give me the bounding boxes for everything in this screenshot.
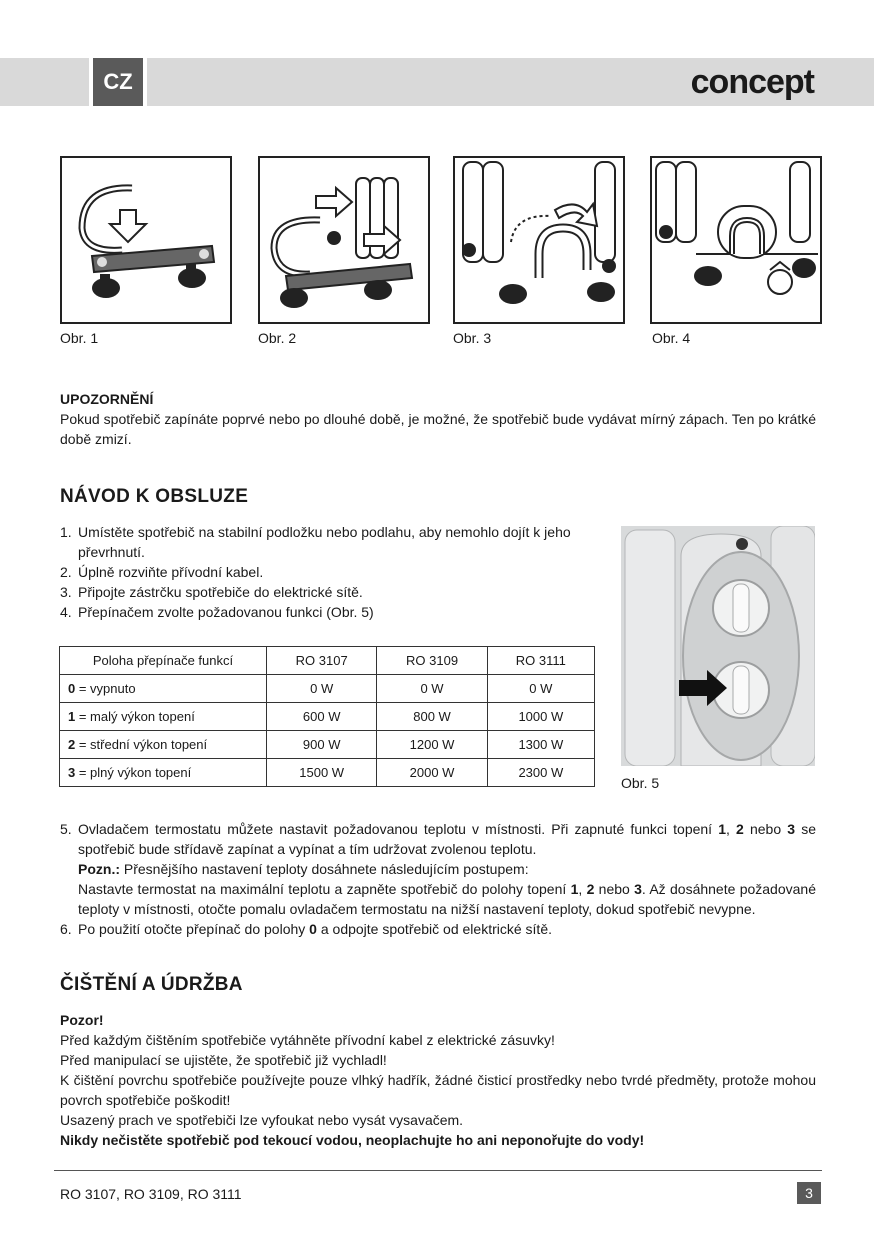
position-cell	[60, 731, 267, 759]
step-text: Připojte zástrčku spotřebiče do elektrické sítě.	[78, 584, 363, 600]
list-item	[60, 522, 610, 562]
power-cell: 0 W	[267, 675, 377, 703]
cleaning-line: Před manipulací se ujistěte, že spotřebič již vychladl!	[60, 1052, 387, 1068]
position-label: = střední výkon topení	[75, 737, 208, 752]
footer-models: RO 3107, RO 3109, RO 3111	[60, 1186, 242, 1202]
figure-3	[453, 156, 625, 324]
step-text-part: se spotřebič bude střídavě zapínat a vypínat a tím udržovat zvolenou teplotu.	[78, 821, 816, 857]
power-cell: 2000 W	[377, 759, 487, 787]
power-cell: 600 W	[267, 703, 377, 731]
language-badge: CZ	[93, 58, 143, 106]
step-number: 6.	[60, 921, 72, 937]
footer-divider	[54, 1170, 822, 1171]
note-text: . Až dosáhnete požadované teploty v místnosti, otočte pomalu ovladačem termostatu na nižší nastavení teploty, dokud spotřebič nevypne.	[78, 881, 816, 917]
power-cell: 1300 W	[487, 731, 594, 759]
list-item	[60, 819, 816, 919]
figure-1	[60, 156, 232, 324]
table-header-cell: RO 3111	[487, 647, 594, 675]
figure-5-caption: Obr. 5	[621, 775, 660, 791]
power-cell: 1500 W	[267, 759, 377, 787]
bold-position: 2	[586, 881, 595, 897]
power-cell: 800 W	[377, 703, 487, 731]
warning-text: Pokud spotřebič zapínáte poprvé nebo po dlouhé době, je možné, že spotřebič bude vydávat mírný zápach. Ten po krátké době zmizí.	[60, 411, 816, 447]
position-label: = plný výkon topení	[75, 765, 192, 780]
position-cell	[60, 703, 267, 731]
step-number: 5.	[60, 821, 72, 837]
cleaning-section	[60, 1010, 816, 1150]
bold-position: 3	[634, 881, 642, 897]
step-text-part: a odpojte spotřebič od elektrické sítě.	[316, 921, 552, 937]
power-cell: 0 W	[377, 675, 487, 703]
table-header-cell: Poloha přepínače funkcí	[60, 647, 267, 675]
operation-heading: NÁVOD K OBSLUZE	[60, 486, 249, 507]
bold-position: 0	[309, 921, 317, 937]
figure-2-caption: Obr. 2	[258, 330, 297, 346]
table-row	[60, 703, 595, 731]
table-row	[60, 675, 595, 703]
position-number: 3	[68, 765, 76, 780]
table-header-cell: RO 3109	[377, 647, 487, 675]
table-header-cell: RO 3107	[267, 647, 377, 675]
note-text: nebo	[594, 881, 635, 897]
figure-2	[258, 156, 430, 324]
note-text: Nastavte termostat na maximální teplotu a zapněte spotřebič do polohy topení	[78, 881, 571, 897]
position-number: 1	[68, 709, 76, 724]
header-divider	[143, 58, 147, 106]
figure-3-caption: Obr. 3	[453, 330, 492, 346]
figure-1-caption: Obr. 1	[60, 330, 99, 346]
position-cell	[60, 675, 267, 703]
list-item	[60, 919, 816, 939]
cleaning-line: Před každým čištěním spotřebiče vytáhněte přívodní kabel z elektrické zásuvky!	[60, 1032, 555, 1048]
cleaning-line: K čištění povrchu spotřebiče používejte pouze vlhký hadřík, žádné čisticí prostředky nebo tvrdé předměty, protože mohou povrch spotřebiče poškodit!	[60, 1072, 816, 1108]
figure-4-caption: Obr. 4	[652, 330, 691, 346]
table-row	[60, 731, 595, 759]
step-text: Přepínačem zvolte požadovanou funkci (Obr. 5)	[78, 604, 374, 620]
step-text-part: Po použití otočte přepínač do polohy	[78, 921, 310, 937]
step-text-part: Ovladačem termostatu můžete nastavit požadovanou teplotu v místnosti. Při zapnuté funkci topení	[78, 821, 719, 837]
figure-5-photo	[621, 526, 815, 766]
note-text: Přesnějšího nastavení teploty dosáhnete následujícím postupem:	[120, 861, 529, 877]
step-text-part: nebo	[743, 821, 788, 837]
cleaning-heading: ČIŠTĚNÍ A ÚDRŽBA	[60, 974, 243, 995]
note-text: ,	[578, 881, 587, 897]
figure-3-illustration	[455, 158, 623, 322]
cleaning-line: Usazený prach ve spotřebiči lze vyfoukat nebo vysát vysavačem.	[60, 1112, 464, 1128]
table-row	[60, 759, 595, 787]
power-cell: 1200 W	[377, 731, 487, 759]
page-number: 3	[797, 1182, 821, 1204]
brand-logo: concept	[690, 63, 814, 101]
step-number: 3.	[60, 584, 72, 600]
figure-4	[650, 156, 822, 324]
list-item	[60, 582, 610, 602]
power-cell: 900 W	[267, 731, 377, 759]
caution-label: Pozor!	[60, 1012, 104, 1028]
list-item	[60, 602, 610, 622]
power-cell: 2300 W	[487, 759, 594, 787]
bold-position: 2	[736, 821, 744, 837]
cleaning-final-warning: Nikdy nečistěte spotřebič pod tekoucí vodou, neoplachujte ho ani neponořujte do vody!	[60, 1132, 645, 1148]
position-cell	[60, 759, 267, 787]
table-header-row	[60, 647, 595, 675]
figure-4-illustration	[652, 158, 820, 322]
function-table	[59, 646, 595, 787]
step-text	[78, 819, 816, 919]
step-number: 2.	[60, 564, 72, 580]
figure-2-illustration	[260, 158, 428, 322]
step-number: 1.	[60, 524, 72, 540]
power-cell: 0 W	[487, 675, 594, 703]
operation-steps	[60, 522, 610, 622]
bold-position: 1	[570, 881, 579, 897]
heater-control-panel-illustration	[621, 526, 815, 766]
step-number: 4.	[60, 604, 72, 620]
list-item	[60, 562, 610, 582]
bold-position: 1	[718, 821, 727, 837]
position-label: = malý výkon topení	[75, 709, 195, 724]
power-cell: 1000 W	[487, 703, 594, 731]
note-label: Pozn.:	[78, 861, 120, 877]
position-label: = vypnuto	[75, 681, 136, 696]
step-text	[78, 919, 552, 939]
warning-title: UPOZORNĚNÍ	[60, 391, 154, 407]
step-text: Umístěte spotřebič na stabilní podložku nebo podlahu, aby nemohlo dojít k jeho převrhnutí.	[78, 524, 571, 560]
bold-position: 3	[787, 821, 796, 837]
position-number: 2	[68, 737, 76, 752]
operation-steps-continued	[60, 819, 816, 939]
step-text: Úplně rozviňte přívodní kabel.	[78, 564, 264, 580]
step-text-part: ,	[726, 821, 737, 837]
position-number: 0	[68, 681, 76, 696]
figure-1-illustration	[62, 158, 230, 322]
